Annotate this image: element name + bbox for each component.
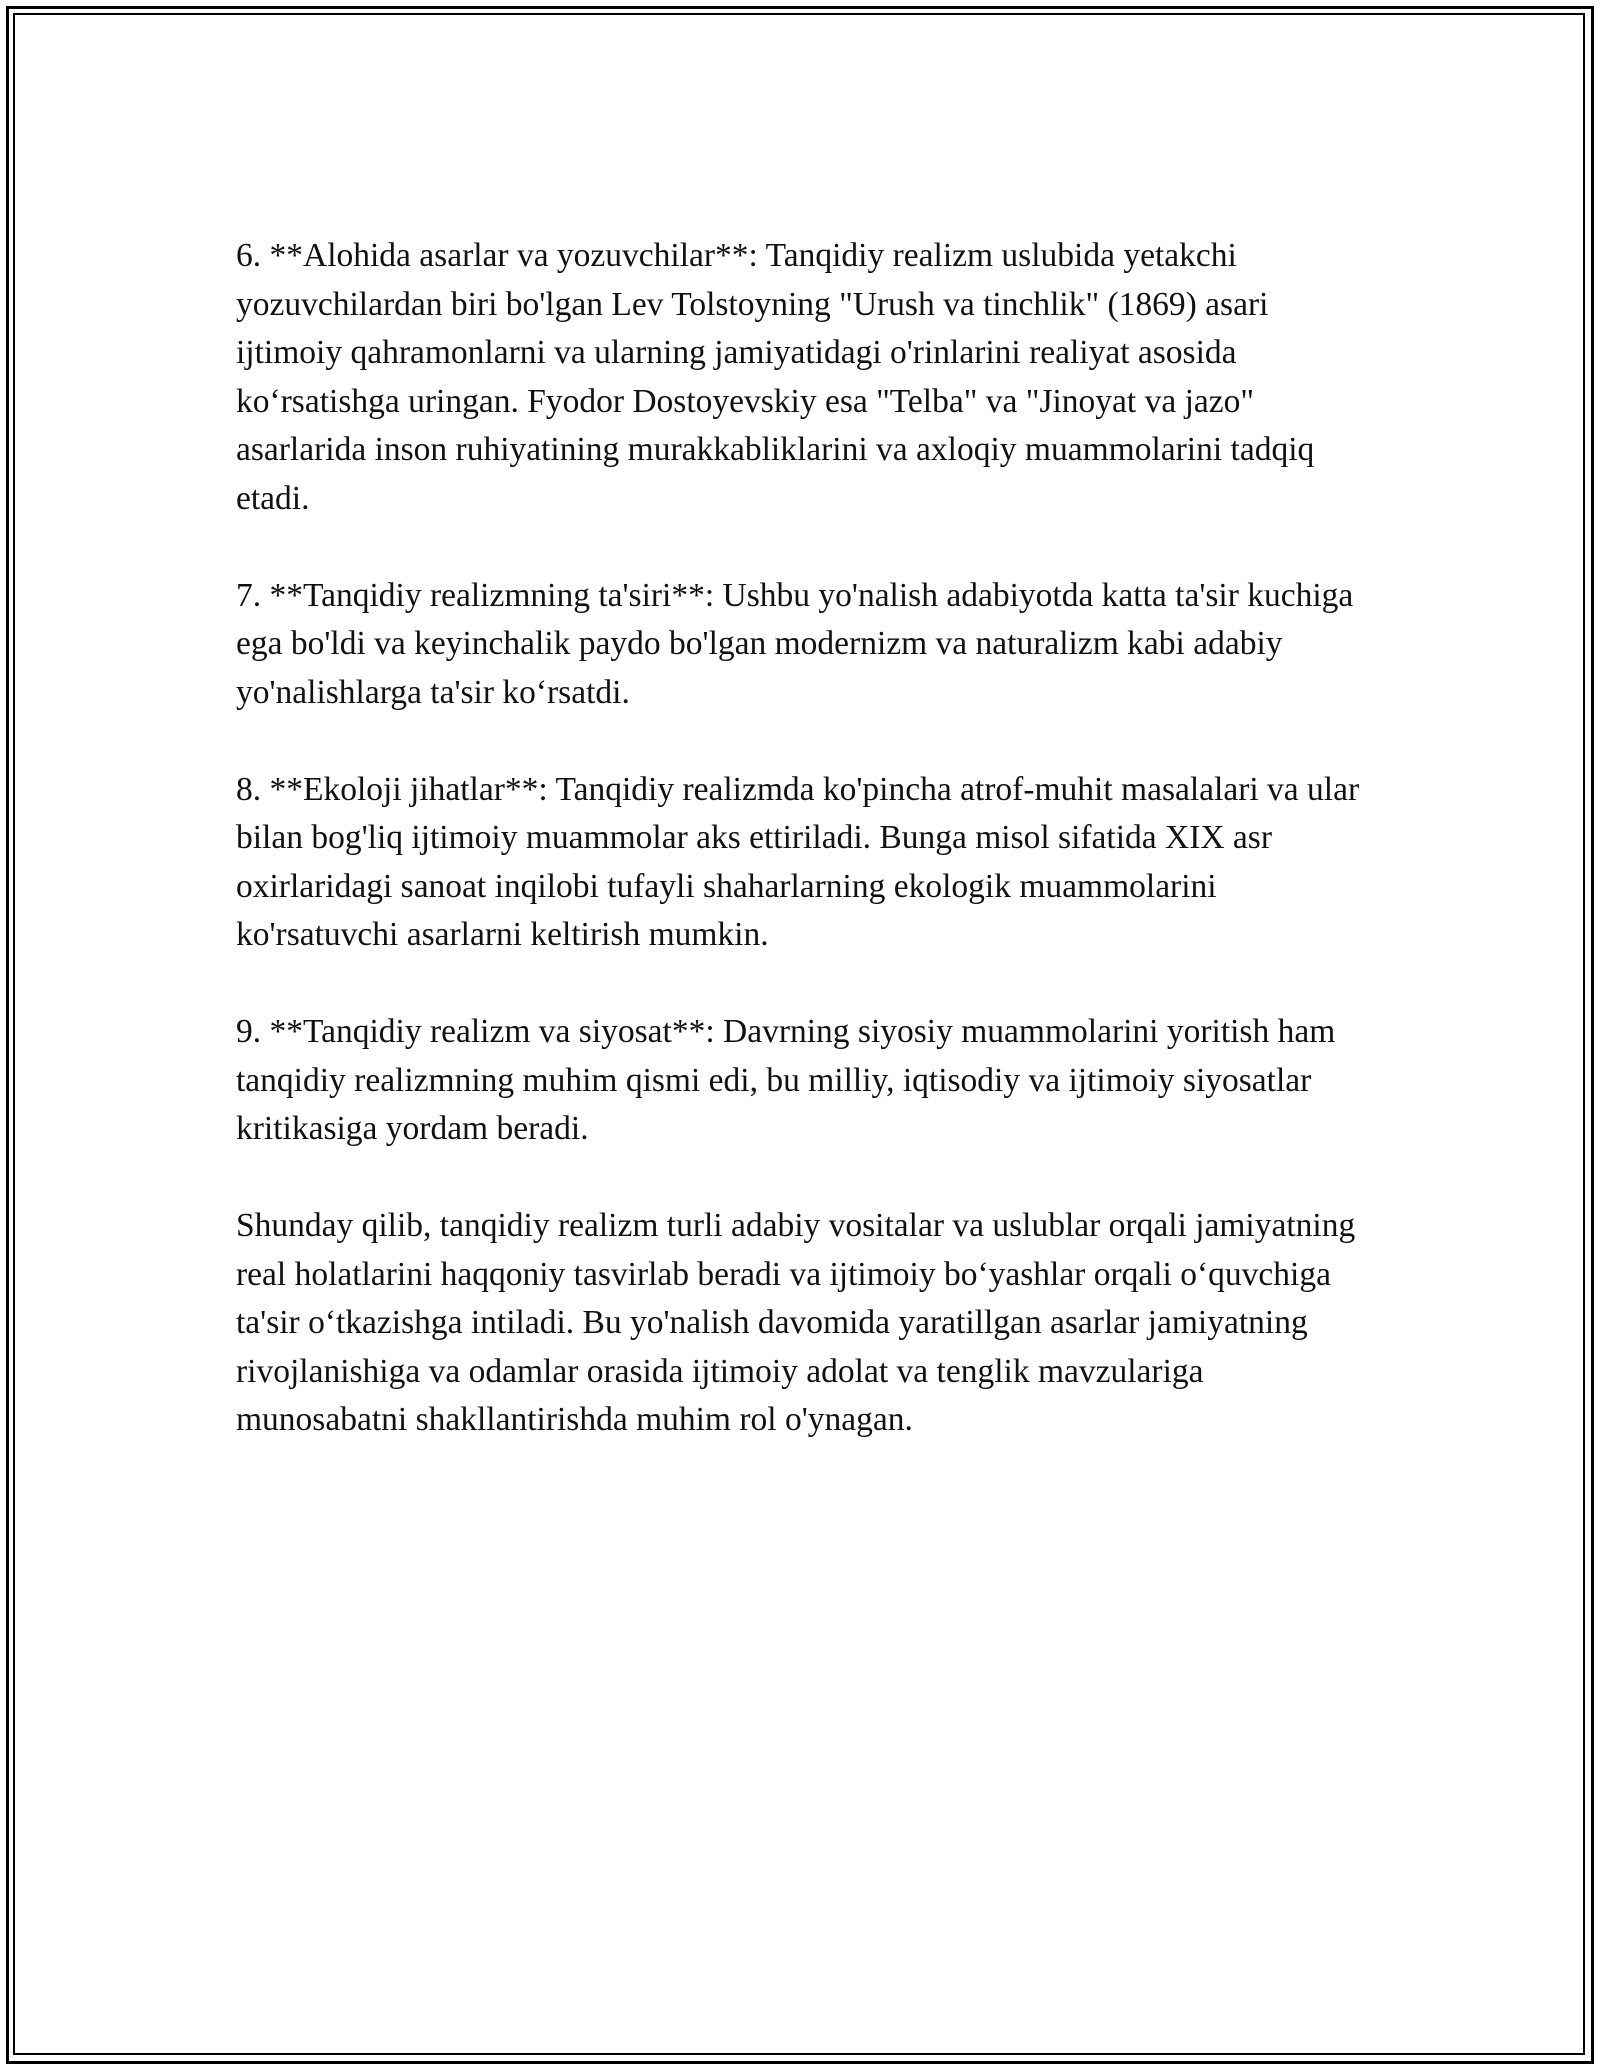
- paragraph-conclusion: Shunday qilib, tanqidiy realizm turli adabiy vositalar va uslublar orqali jamiyatning real holatlarini haqqoniy tasvirlab beradi va ijtimoiy bo‘yashlar orqali o‘quvchiga ta'sir o‘tkazishga intiladi. Bu yo'nalish davomida yaratillgan asarlar jamiyatning rivojlanishiga va odamlar orasida ijtimoiy adolat va tenglik mavzulariga munosabatni shakllantirishda muhim rol o'ynagan.: [236, 1207, 1356, 1438]
- document-body: [236, 232, 1366, 1493]
- paragraph-item-8: 8. **Ekoloji jihatlar**: Tanqidiy realizmda ko'pincha atrof-muhit masalalari va ular bilan bog'liq ijtimoiy muammolar aks ettiriladi. Bunga misol sifatida XIX asr oxirlaridagi sanoat inqilobi tufayli shaharlarning ekologik muammolarini ko'rsatuvchi asarlarni keltirish mumkin.: [236, 770, 1360, 953]
- paragraph-item-9: 9. **Tanqidiy realizm va siyosat**: Davrning siyosiy muammolarini yoritish ham tanqidiy realizmning muhim qismi edi, bu milliy, iqtisodiy va ijtimoiy siyosatlar kritikasiga yordam beradi.: [236, 1013, 1336, 1147]
- paragraph-item-7: 7. **Tanqidiy realizmning ta'siri**: Ushbu yo'nalish adabiyotda katta ta'sir kuchiga ega bo'ldi va keyinchalik paydo bo'lgan modernizm va naturalizm kabi adabiy yo'nalishlarga ta'sir ko‘rsatdi.: [236, 576, 1354, 711]
- paragraph-item-6: 6. **Alohida asarlar va yozuvchilar**: Tanqidiy realizm uslubida yetakchi yozuvchilardan biri bo'lgan Lev Tolstoyning "Urush va tinchlik" (1869) asari ijtimoiy qahramonlarni va ularning jamiyatidagi o'rinlarini realiyat asosida ko‘rsatishga uringan. Fyodor Dostoyevskiy esa "Telba" va "Jinoyat va jazo" asarlarida inson ruhiyatining murakkabliklarini va axloqiy muammolarini tadqiq etadi.: [236, 237, 1315, 517]
